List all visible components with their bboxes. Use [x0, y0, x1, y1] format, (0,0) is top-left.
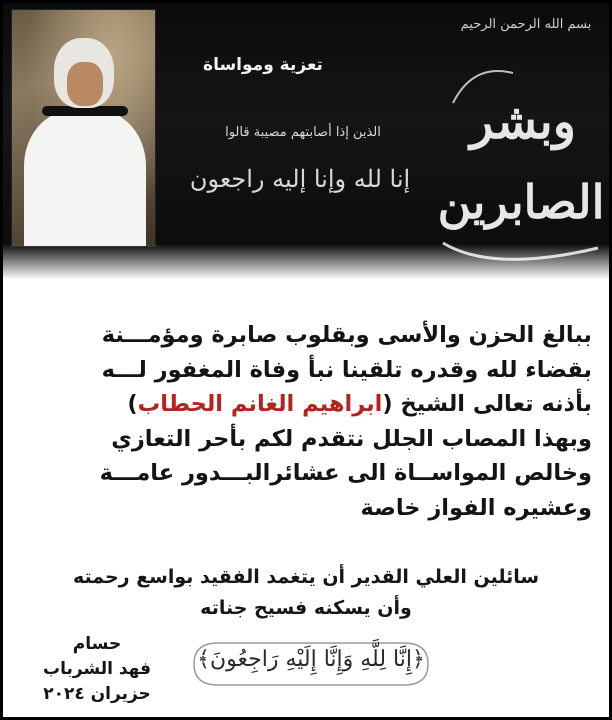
condolence-message — [22, 318, 592, 525]
message-line: وبهذا المصاب الجلل نتقدم لكم بأحر التعازي — [111, 425, 592, 452]
signature-date: حزيران ٢٠٢٤ — [43, 684, 151, 704]
basmala-text: بسم الله الرحمن الرحيم — [460, 17, 592, 32]
prayer-text — [26, 562, 586, 624]
closing-verse: ﴿إِنَّا لِلَّهِ وَإِنَّا إِلَيْهِ رَاجِعُونَ﴾ — [197, 647, 425, 672]
banner-title: تعزية ومواساة — [203, 55, 323, 75]
portrait-photo — [11, 9, 156, 247]
signature-block — [16, 632, 178, 707]
banner-verse-small: الذين إذا أصابتهم مصيبة قالوا — [225, 125, 381, 140]
message-line: وعشيره الفواز خاصة — [360, 494, 592, 521]
message-line: وخالص المواســاة الى عشائرالبـــدور عامـــة — [99, 460, 592, 486]
condolence-banner — [3, 3, 609, 286]
prayer-line: سائلين العلي القدير أن يتغمد الفقيد بواسع رحمته — [72, 566, 540, 588]
message-line-name: بأذنه تعالى الشيخ (ابراهيم الغانم الحطاب) — [127, 391, 592, 417]
banner-verse-large: إنا لله وإنا إليه راجعون — [189, 165, 411, 193]
signature-first-name: حسام — [72, 634, 122, 654]
message-line: ببالغ الحزن والأسى وبقلوب صابرة ومؤمـــنة — [101, 322, 592, 348]
message-line: بقضاء لله وقدره تلقينا نبأ وفاة المغفور لـــه — [101, 356, 592, 383]
prayer-line: وأن يسكنه فسيح جناته — [200, 597, 412, 619]
calligraphy-word-1: وبشر — [470, 94, 576, 150]
closing-verse-box — [188, 637, 434, 691]
signature-full-name: فهد الشرباب — [42, 659, 152, 679]
deceased-name: ابراهيم الغانم الحطاب — [137, 391, 383, 417]
calligraphy-word-2: الصابرين — [437, 175, 605, 229]
